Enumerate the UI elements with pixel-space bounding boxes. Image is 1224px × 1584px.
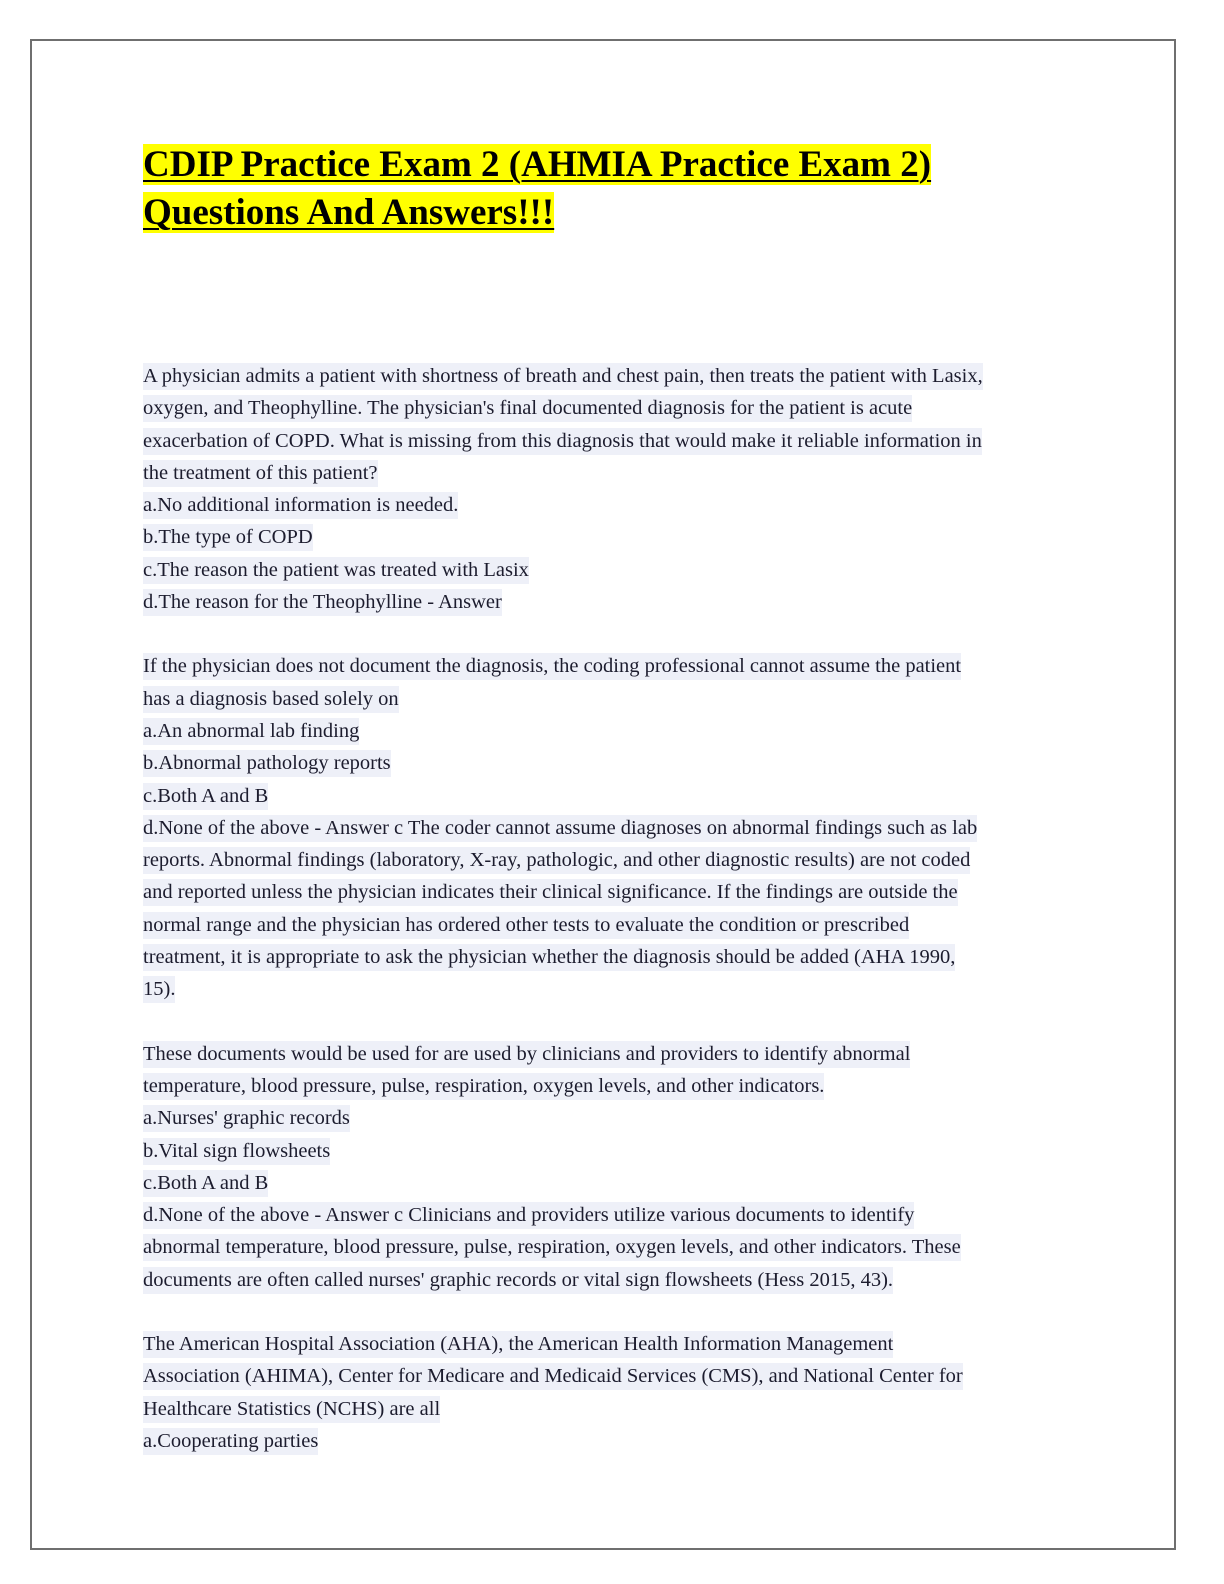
- question-text: A physician admits a patient with shortness of breath and chest pain, then treats the patient with Lasix,: [143, 363, 983, 390]
- question-line: [143, 973, 1083, 1005]
- question-text: and reported unless the physician indicates their clinical significance. If the findings are outside the: [143, 879, 958, 906]
- title-line-1: CDIP Practice Exam 2 (AHMIA Practice Exam 2): [143, 144, 932, 185]
- question-text: These documents would be used for are used by clinicians and providers to identify abnormal: [143, 1041, 910, 1068]
- question-text: d.None of the above - Answer c Clinicians and providers utilize various documents to identify: [143, 1202, 914, 1229]
- question-text: abnormal temperature, blood pressure, pulse, respiration, oxygen levels, and other indicators. These: [143, 1234, 961, 1261]
- question-line: [143, 425, 1083, 457]
- question-text: documents are often called nurses' graphic records or vital sign flowsheets (Hess 2015, 43).: [143, 1267, 893, 1294]
- question-text: 15).: [143, 976, 175, 1003]
- question-text: b.The type of COPD: [143, 524, 313, 551]
- question-line: [143, 1199, 1083, 1231]
- question-block: [143, 360, 1083, 618]
- question-line: [143, 1360, 1083, 1392]
- question-text: temperature, blood pressure, pulse, respiration, oxygen levels, and other indicators.: [143, 1073, 824, 1100]
- question-text: d.None of the above - Answer c The coder cannot assume diagnoses on abnormal findings such as lab: [143, 815, 977, 842]
- question-text: b.Abnormal pathology reports: [143, 750, 391, 777]
- question-text: oxygen, and Theophylline. The physician's final documented diagnosis for the patient is acute: [143, 395, 912, 422]
- question-line: [143, 392, 1083, 424]
- question-block: [143, 1328, 1083, 1457]
- question-text: a.No additional information is needed.: [143, 492, 458, 519]
- question-line: [143, 1231, 1083, 1263]
- question-text: d.The reason for the Theophylline - Answer: [143, 589, 502, 616]
- question-text: a.An abnormal lab finding: [143, 718, 359, 745]
- question-block: [143, 650, 1083, 1005]
- question-text: has a diagnosis based solely on: [143, 686, 399, 713]
- question-line: [143, 715, 1083, 747]
- question-line: [143, 844, 1083, 876]
- question-line: [143, 554, 1083, 586]
- question-line: [143, 650, 1083, 682]
- question-line: [143, 1328, 1083, 1360]
- question-text: exacerbation of COPD. What is missing from this diagnosis that would make it reliable information in: [143, 428, 982, 455]
- question-line: [143, 457, 1083, 489]
- question-text: treatment, it is appropriate to ask the physician whether the diagnosis should be added (AHA 1990,: [143, 944, 955, 971]
- question-line: [143, 812, 1083, 844]
- question-line: [143, 586, 1083, 618]
- question-line: [143, 1264, 1083, 1296]
- question-text: Association (AHIMA), Center for Medicare and Medicaid Services (CMS), and National Center for: [143, 1363, 963, 1390]
- question-text: a.Nurses' graphic records: [143, 1105, 350, 1132]
- question-list: [143, 360, 1083, 1457]
- question-text: b.Vital sign flowsheets: [143, 1138, 330, 1165]
- question-text: reports. Abnormal findings (laboratory, X-ray, pathologic, and other diagnostic results) are not coded: [143, 847, 970, 874]
- question-line: [143, 1393, 1083, 1425]
- question-text: The American Hospital Association (AHA), the American Health Information Management: [143, 1331, 893, 1358]
- question-text: c.The reason the patient was treated with Lasix: [143, 557, 529, 584]
- question-text: a.Cooperating parties: [143, 1428, 318, 1455]
- question-line: [143, 876, 1083, 908]
- question-line: [143, 747, 1083, 779]
- question-line: [143, 1102, 1083, 1134]
- question-line: [143, 1070, 1083, 1102]
- question-line: [143, 941, 1083, 973]
- question-line: [143, 909, 1083, 941]
- question-text: If the physician does not document the diagnosis, the coding professional cannot assume the patient: [143, 653, 961, 680]
- document-body: [143, 141, 1083, 1489]
- question-line: [143, 780, 1083, 812]
- question-line: [143, 1425, 1083, 1457]
- question-text: normal range and the physician has ordered other tests to evaluate the condition or prescribed: [143, 912, 909, 939]
- question-line: [143, 1167, 1083, 1199]
- question-line: [143, 489, 1083, 521]
- question-text: Healthcare Statistics (NCHS) are all: [143, 1396, 440, 1423]
- question-text: c.Both A and B: [143, 783, 268, 810]
- title-line-2: Questions And Answers!!!: [143, 192, 555, 233]
- question-line: [143, 521, 1083, 553]
- question-text: c.Both A and B: [143, 1170, 268, 1197]
- question-line: [143, 1135, 1083, 1167]
- question-line: [143, 683, 1083, 715]
- question-line: [143, 360, 1083, 392]
- document-title: [143, 141, 1083, 237]
- question-text: the treatment of this patient?: [143, 460, 378, 487]
- question-block: [143, 1038, 1083, 1296]
- question-line: [143, 1038, 1083, 1070]
